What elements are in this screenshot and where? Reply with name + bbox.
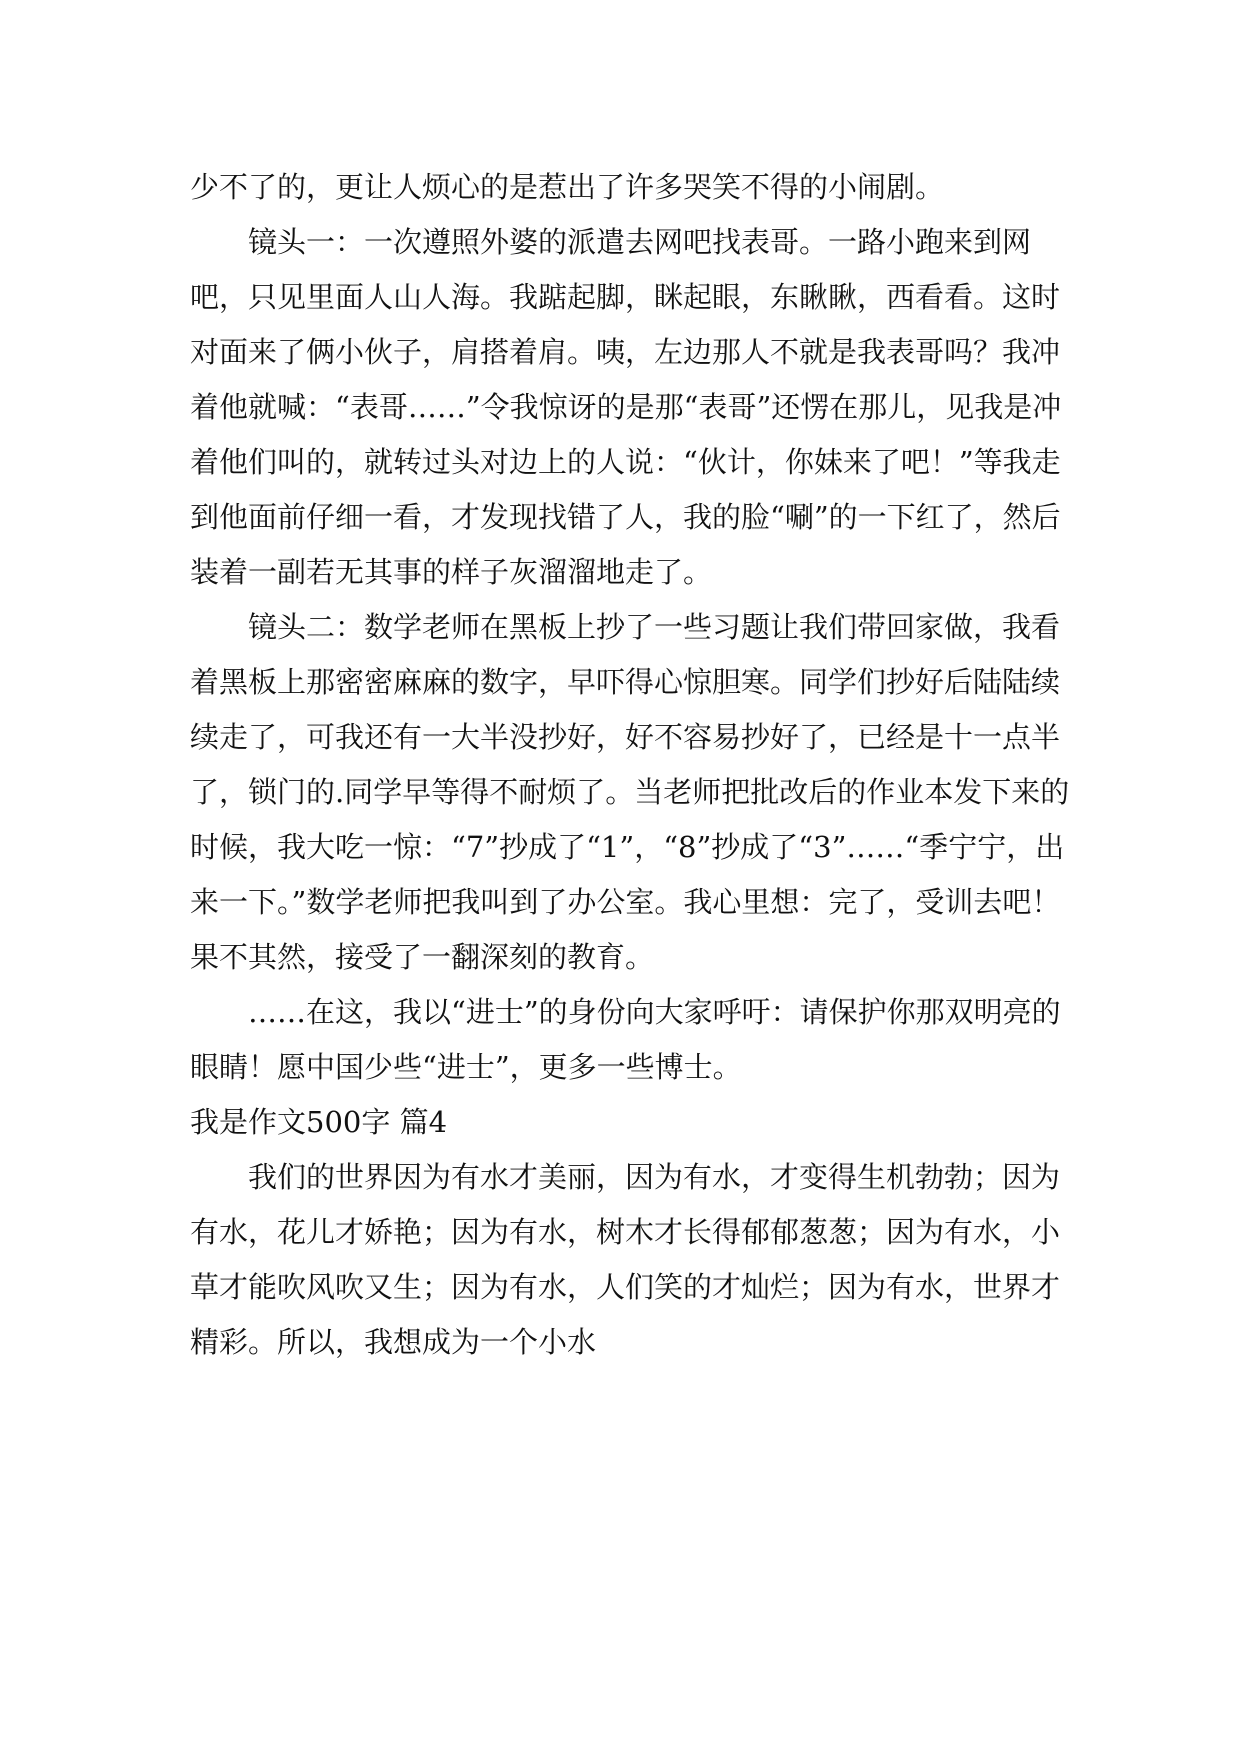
document-body (190, 160, 1070, 1370)
paragraph-scene-two: 镜头二：数学老师在黑板上抄了一些习题让我们带回家做，我看着黑板上那密密麻麻的数字，早吓得心惊胆寒。同学们抄好后陆陆续续走了，可我还有一大半没抄好，好不容易抄好了，已经是十一点半了，锁门的.同学早等得不耐烦了。当老师把批改后的作业本发下来的时候，我大吃一惊：“7”抄成了“1”，“8”抄成了“3”……“季宁宁，出来一下。”数学老师把我叫到了办公室。我心里想：完了，受训去吧！果不其然，接受了一翻深刻的教育。 (190, 610, 1070, 974)
paragraph-continuation: 少不了的，更让人烦心的是惹出了许多哭笑不得的小闹剧。 (190, 170, 945, 204)
paragraph-water: 我们的世界因为有水才美丽，因为有水，才变得生机勃勃；因为有水，花儿才娇艳；因为有水，树木才长得郁郁葱葱；因为有水，小草才能吹风吹又生；因为有水，人们笑的才灿烂；因为有水，世界才精彩。所以，我想成为一个小水 (190, 1160, 1061, 1359)
section-heading: 我是作文500字 篇4 (190, 1105, 448, 1139)
paragraph-scene-one: 镜头一：一次遵照外婆的派遣去网吧找表哥。一路小跑来到网吧，只见里面人山人海。我踮起脚，眯起眼，东瞅瞅，西看看。这时对面来了俩小伙子，肩搭着肩。咦，左边那人不就是我表哥吗？我冲着他就喊：“表哥……”令我惊讶的是那“表哥”还愣在那儿，见我是冲着他们叫的，就转过头对边上的人说：“伙计，你妹来了吧！”等我走到他面前仔细一看，才发现找错了人，我的脸“唰”的一下红了，然后装着一副若无其事的样子灰溜溜地走了。 (190, 225, 1062, 589)
paragraph-appeal: ……在这，我以“进士”的身份向大家呼吁：请保护你那双明亮的眼睛！愿中国少些“进士”，更多一些博士。 (190, 995, 1061, 1084)
